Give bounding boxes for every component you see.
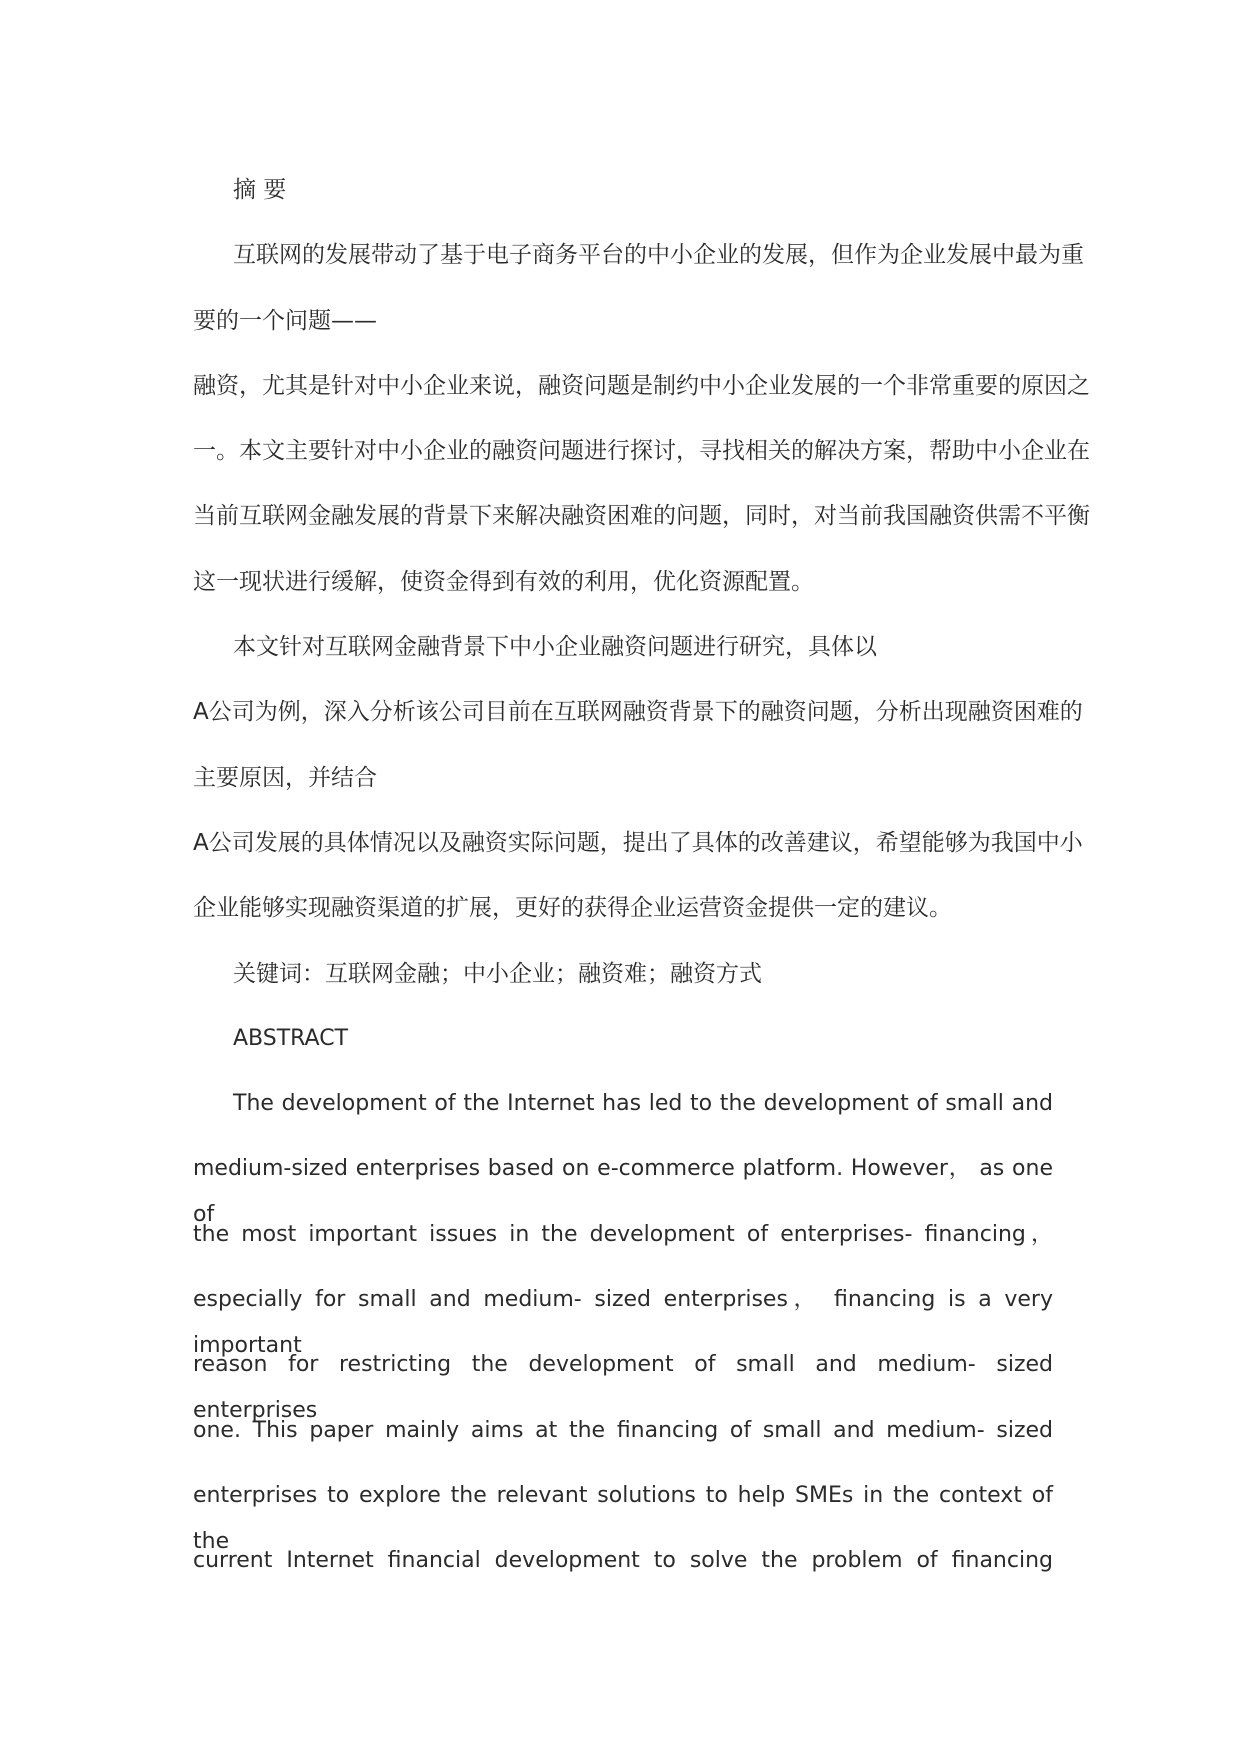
text-line: one. This paper mainly aims at the financing of small and medium- sized [193, 1417, 1053, 1443]
text-line: the most important issues in the development of enterprises- financing， [193, 1221, 1053, 1247]
text-line: 企业能够实现融资渠道的扩展，更好的获得企业运营资金提供一定的建议。 [193, 895, 952, 922]
abstract-heading-en: ABSTRACT [233, 1025, 349, 1051]
document-body [193, 167, 1090, 1604]
abstract-heading: 摘 要 [233, 177, 287, 203]
text-line: 融资，尤其是针对中小企业来说，融资问题是制约中小企业发展的一个非常重要的原因之 [193, 372, 1090, 399]
text-line: 互联网的发展带动了基于电子商务平台的中小企业的发展，但作为企业发展中最为重 [233, 242, 1084, 269]
text-line: 主要原因，并结合 [193, 764, 377, 791]
text-line: 本文针对互联网金融背景下中小企业融资问题进行研究，具体以 [233, 634, 877, 661]
text-line: The development of the Internet has led to the development of small and [233, 1091, 1053, 1117]
text-line: 要的一个问题—— [193, 307, 377, 334]
text-line: especially for small and medium- sized enterprises， financing is a very important [193, 1287, 1053, 1359]
text-line: 关键词：互联网金融；中小企业；融资难；融资方式 [233, 960, 762, 987]
text-line: medium-sized enterprises based on e-commerce platform. However， as one of [193, 1156, 1053, 1228]
text-line: enterprises to explore the relevant solutions to help SMEs in the context of the [193, 1482, 1053, 1554]
text-line: A公司发展的具体情况以及融资实际问题，提出了具体的改善建议，希望能够为我国中小 [193, 829, 1083, 856]
text-line: 这一现状进行缓解，使资金得到有效的利用，优化资源配置。 [193, 568, 814, 595]
text-line: current Internet financial development to solve the problem of financing [193, 1548, 1053, 1574]
text-line: 当前互联网金融发展的背景下来解决融资困难的问题，同时，对当前我国融资供需不平衡 [193, 503, 1090, 530]
text-line: 一。本文主要针对中小企业的融资问题进行探讨，寻找相关的解决方案，帮助中小企业在 [193, 438, 1090, 465]
text-line: reason for restricting the development of small and medium- sized enterprises [193, 1352, 1053, 1424]
text-line: A公司为例，深入分析该公司目前在互联网融资背景下的融资问题，分析出现融资困难的 [193, 699, 1083, 726]
